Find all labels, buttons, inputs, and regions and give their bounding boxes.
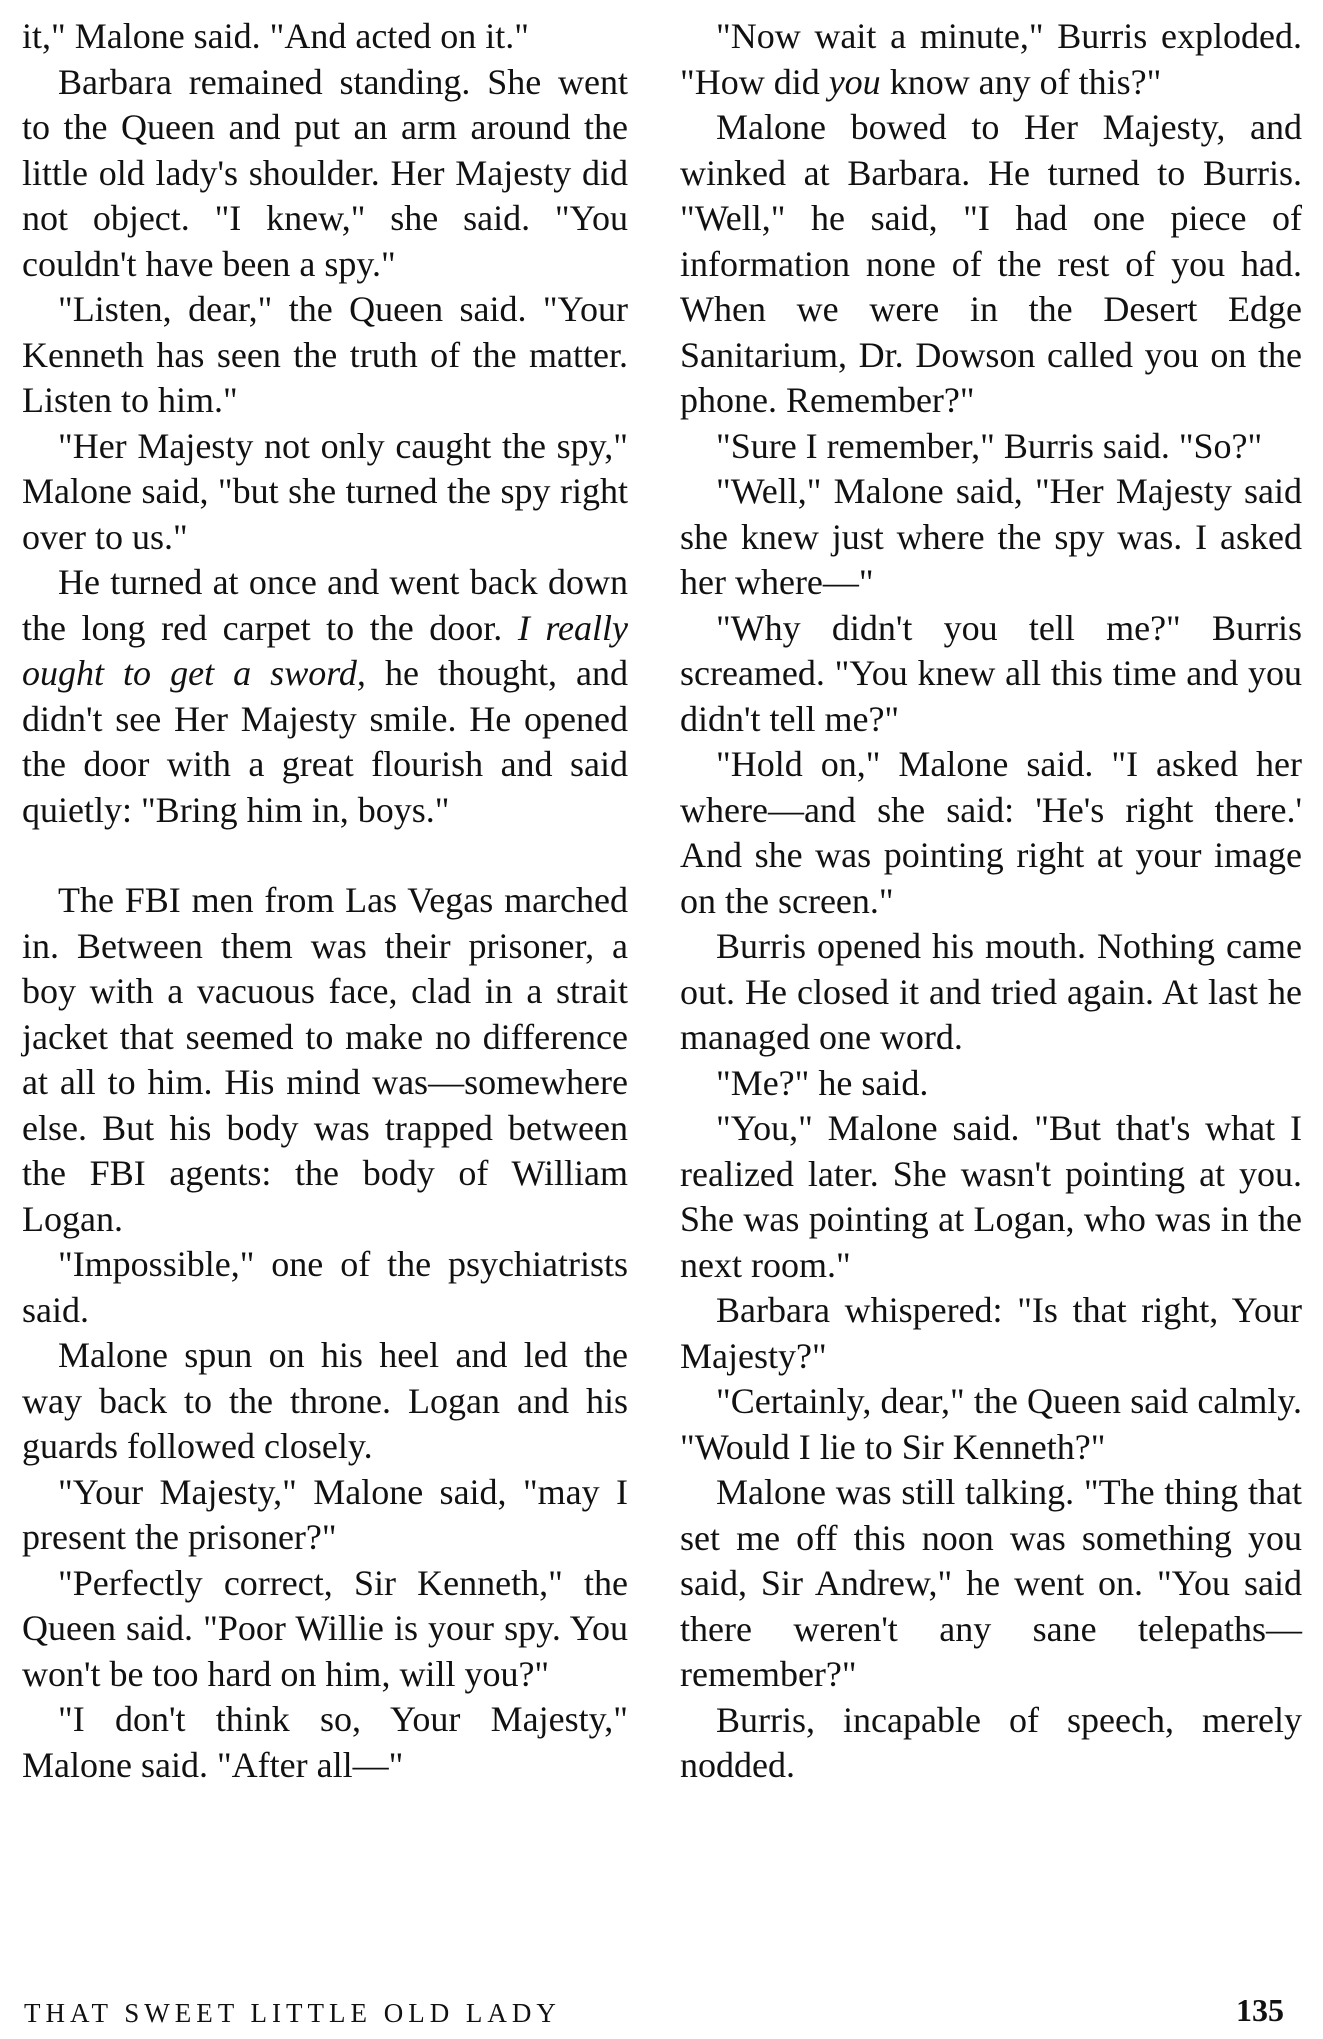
paragraph-text: know any of this?" [880,61,1162,102]
paragraph [22,560,628,833]
paragraph: "Hold on," Malone said. "I asked her where—and she said: 'He's right there.' And she was pointing right at your image on the screen." [680,744,1302,921]
paragraph-text: he thought, and didn't see Her Majesty smile. He opened the door with a great flourish and said quietly: "Bring him in, boys." [22,653,628,830]
section-break [22,833,628,878]
paragraph: Malone spun on his heel and led the way back to the throne. Logan and his guards followed closely. [22,1335,628,1466]
paragraph: "Listen, dear," the Queen said. "Your Kenneth has seen the truth of the matter. Listen to him." [22,289,628,420]
paragraph: "Sure I remember," Burris said. "So?" [716,425,1263,466]
paragraph: "Your Majesty," Malone said, "may I present the prisoner?" [22,1471,628,1557]
paragraph: "I don't think so, Your Majesty," Malone said. "After all—" [22,1699,628,1785]
page-number: 135 [1236,1992,1284,2028]
paragraph: "Her Majesty not only caught the spy," Malone said, "but she turned the spy right over to us." [22,425,628,557]
paragraph: Malone was still talking. "The thing that set me off this noon was something you said, Sir Andrew," he went on. "You said there weren't any sane telepaths—remember?" [680,1472,1302,1694]
running-footer-title: THAT SWEET LITTLE OLD LADY [24,1998,561,2028]
italic-thought: I really ought to get a sword, [22,607,628,693]
paragraph: "Perfectly correct, Sir Kenneth," the Queen said. "Poor Willie is your spy. You won't be too hard on him, will you?" [22,1562,628,1694]
paragraph: "Me?" he said. [716,1062,929,1103]
paragraph: "Certainly, dear," the Queen said calmly. "Would I lie to Sir Kenneth?" [680,1381,1302,1467]
paragraph: "You," Malone said. "But that's what I realized later. She wasn't pointing at you. She was pointing at Logan, who was in the next room." [680,1108,1302,1285]
paragraph: Barbara remained standing. She went to the Queen and put an arm around the little old lady's shoulder. Her Majesty did not object. "I knew," she said. "You couldn't have been a spy." [22,61,628,284]
left-column [22,14,628,1788]
paragraph: Malone bowed to Her Majesty, and winked at Barbara. He turned to Burris. "Well," he said, "I had one piece of information none of the rest of you had. When we were in the Desert Edge Sanitarium, Dr. Dowson called you on the phone. Remember?" [680,107,1302,420]
paragraph: it," Malone said. "And acted on it." [22,16,529,56]
paragraph-text: "Now wait a minute," Burris exploded. "How did [680,16,1302,102]
right-column [680,14,1302,1789]
paragraph [680,14,1302,105]
paragraph: Burris, incapable of speech, merely nodded. [680,1699,1302,1785]
paragraph: "Why didn't you tell me?" Burris screamed. "You knew all this time and you didn't tell me?" [680,607,1302,739]
paragraph-text: He turned at once and went back down the long red carpet to the door. [22,562,628,648]
italic-word: you [828,61,881,102]
paragraph: Barbara whispered: "Is that right, Your Majesty?" [680,1290,1302,1376]
paragraph: The FBI men from Las Vegas marched in. Between them was their prisoner, a boy with a vacuous face, clad in a strait jacket that seemed to make no difference at all to him. His mind was—somewhere else. But his body was trapped between the FBI agents: the body of William Logan. [22,880,628,1239]
paragraph: "Well," Malone said, "Her Majesty said she knew just where the spy was. I asked her where—" [680,471,1302,602]
paragraph: "Impossible," one of the psychiatrists said. [22,1244,628,1330]
paragraph: Burris opened his mouth. Nothing came out. He closed it and tried again. At last he managed one word. [680,926,1302,1057]
